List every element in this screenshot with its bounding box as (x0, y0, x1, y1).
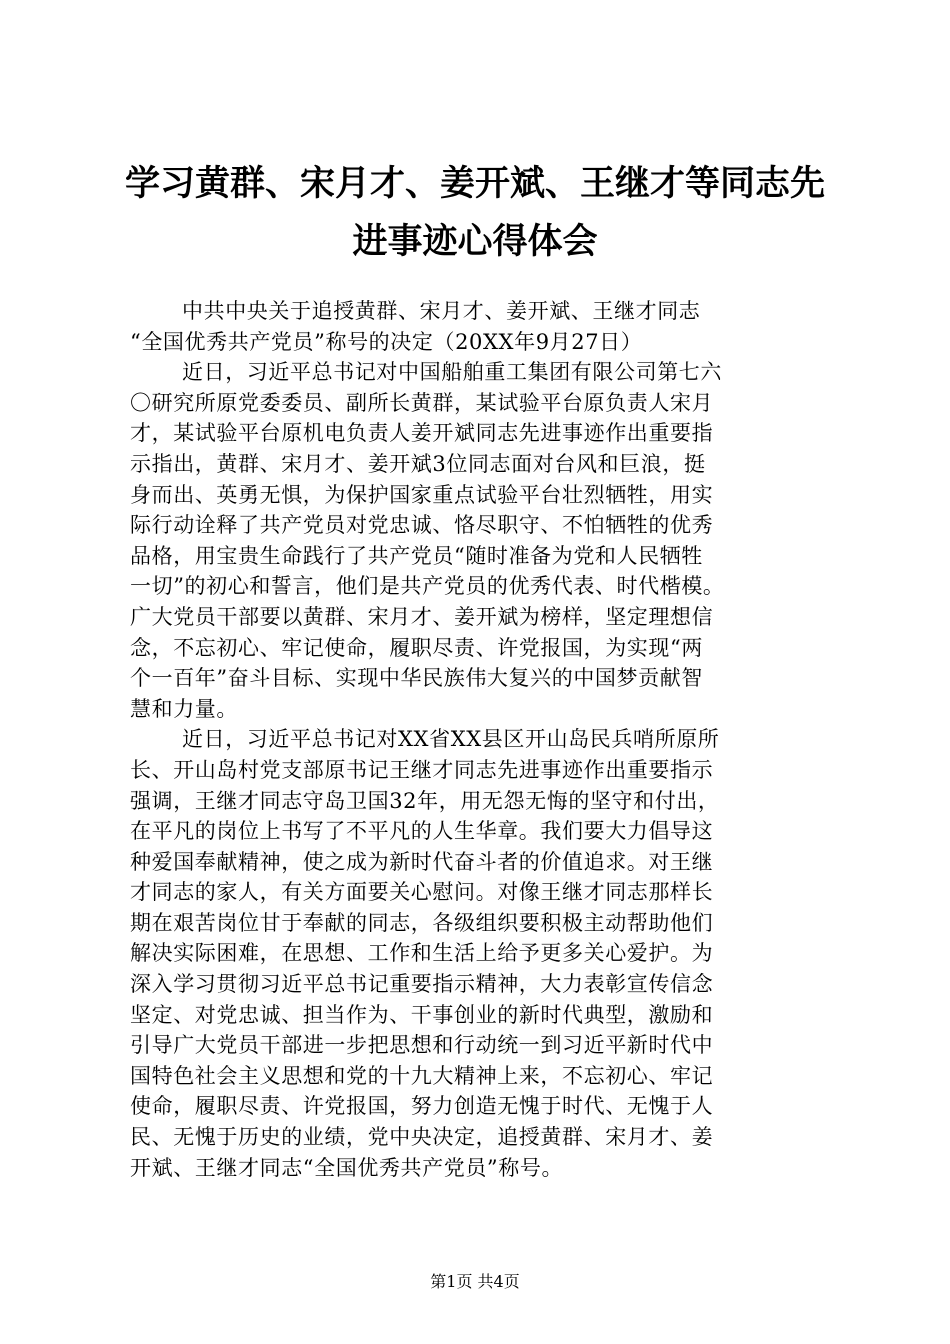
body-line: 个一百年”奋斗目标、实现中华民族伟大复兴的中国梦贡献智 (130, 666, 703, 691)
body-line: 解决实际困难，在思想、工作和生活上给予更多关心爱护。为 (130, 941, 714, 966)
body-line: 才，某试验平台原机电负责人姜开斌同志先进事迹作出重要指 (130, 421, 714, 446)
body-line: 广大党员干部要以黄群、宋月才、姜开斌为榜样，坚定理想信 (130, 604, 714, 629)
body-line: 深入学习贯彻习近平总书记重要指示精神，大力表彰宣传信念 (130, 972, 714, 997)
body-line: 在平凡的岗位上书写了不平凡的人生华章。我们要大力倡导这 (130, 819, 714, 844)
body-line: 使命，履职尽责、许党报国，努力创造无愧于时代、无愧于人 (130, 1094, 714, 1119)
body-line: 慧和力量。 (130, 696, 238, 721)
document-title-line-2: 进事迹心得体会 (352, 222, 598, 262)
body-line: 强调，王继才同志守岛卫国32年，用无怨无悔的坚守和付出， (130, 788, 720, 813)
body-line: 示指出，黄群、宋月才、姜开斌3位同志面对台风和巨浪，挺 (130, 451, 706, 476)
page-number: 第1页 共4页 (430, 1272, 520, 1291)
body-line: 期在艰苦岗位甘于奉献的同志，各级组织要积极主动帮助他们 (130, 910, 714, 935)
body-line: 坚定、对党忠诚、担当作为、干事创业的新时代典型，激励和 (130, 1002, 714, 1027)
body-line: 才同志的家人，有关方面要关心慰问。对像王继才同志那样长 (130, 880, 714, 905)
body-line: 开斌、王继才同志“全国优秀共产党员”称号。 (130, 1155, 564, 1180)
body-line: 民、无愧于历史的业绩，党中央决定，追授黄群、宋月才、姜 (130, 1125, 714, 1150)
body-line: 引导广大党员干部进一步把思想和行动统一到习近平新时代中 (130, 1033, 714, 1058)
body-line: 近日，习近平总书记对XX省XX县区开山岛民兵哨所原所 (182, 727, 720, 752)
body-line: 一切”的初心和誓言，他们是共产党员的优秀代表、时代楷模。 (130, 574, 725, 599)
document-body (130, 296, 830, 1183)
body-line: 长、开山岛村党支部原书记王继才同志先进事迹作出重要指示 (130, 757, 714, 782)
body-line: 念，不忘初心、牢记使命，履职尽责、许党报国，为实现“两 (130, 635, 703, 660)
document-title-line-1: 学习黄群、宋月才、姜开斌、王继才等同志先 (124, 164, 825, 204)
body-line: “全国优秀共产党员”称号的决定（20XX年9月27日） (130, 329, 643, 354)
body-line: 品格，用宝贵生命践行了共产党员“随时准备为党和人民牺牲 (130, 543, 703, 568)
body-line: 中共中央关于追授黄群、宋月才、姜开斌、王继才同志 (182, 299, 701, 323)
body-line: 〇研究所原党委委员、副所长黄群，某试验平台原负责人宋月 (130, 390, 714, 415)
body-line: 种爱国奉献精神，使之成为新时代奋斗者的价值追求。对王继 (130, 849, 714, 874)
body-line: 国特色社会主义思想和党的十九大精神上来，不忘初心、牢记 (130, 1063, 714, 1088)
body-line: 际行动诠释了共产党员对党忠诚、恪尽职守、不怕牺牲的优秀 (130, 513, 714, 538)
body-line: 身而出、英勇无惧，为保护国家重点试验平台壮烈牺牲，用实 (130, 482, 714, 507)
body-line: 近日，习近平总书记对中国船舶重工集团有限公司第七六 (182, 360, 722, 385)
